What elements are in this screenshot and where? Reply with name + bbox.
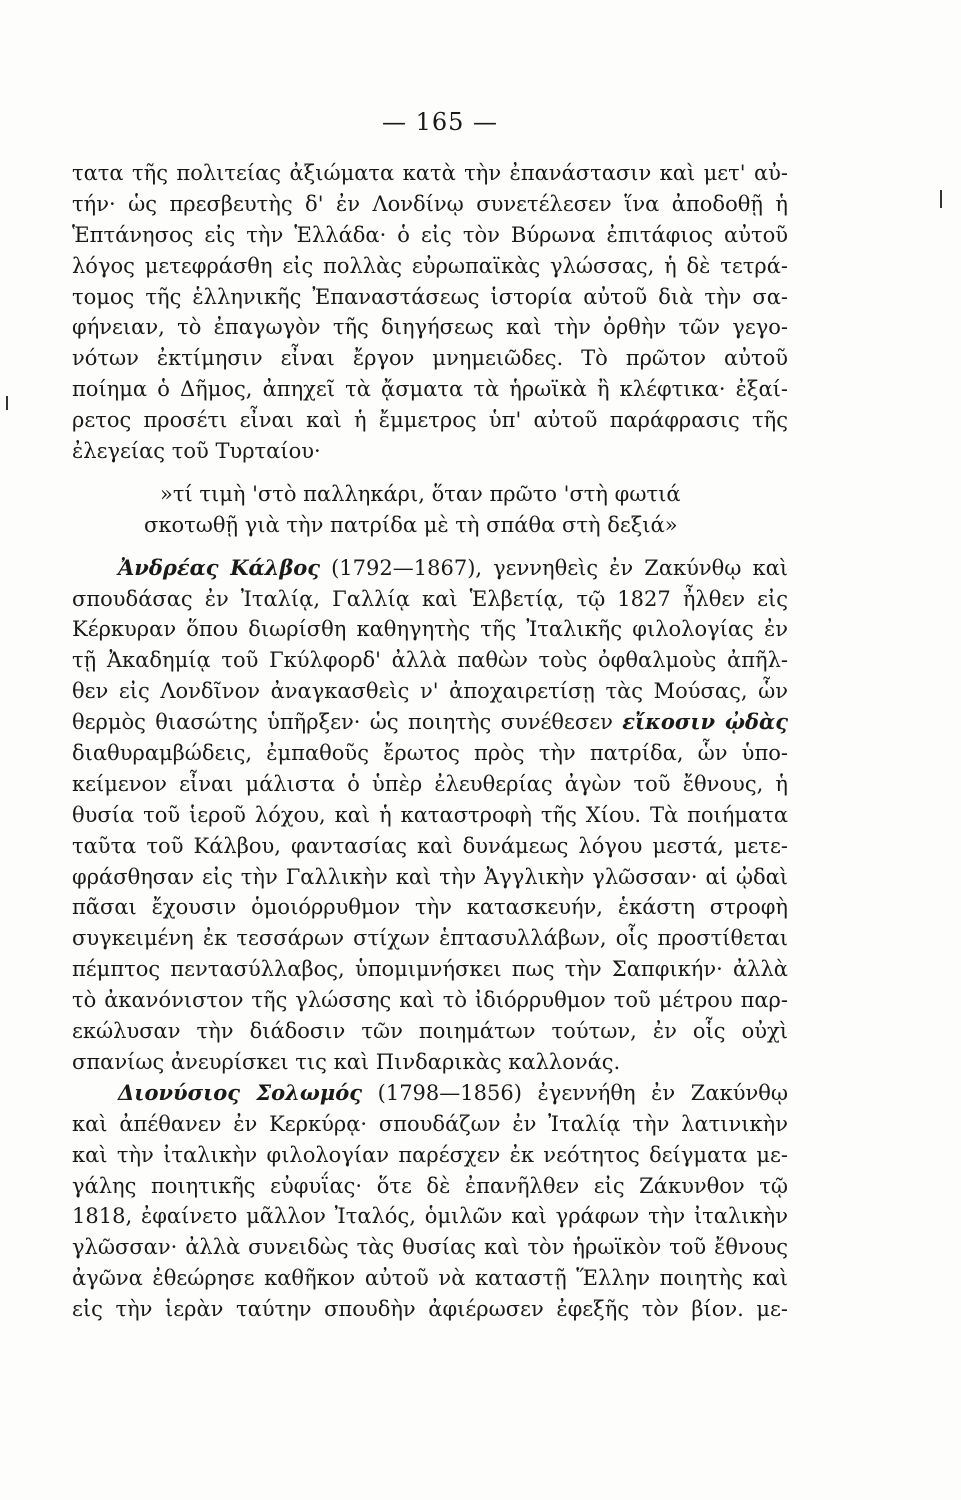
scan-mark [6,396,8,410]
verse-quote [72,479,788,541]
text-line: θεν εἰς Λονδῖνον ἀναγκασθεὶς ν' ἀποχαιρετίσῃ τὰς Μούσας, ὧν [72,679,788,704]
author-name-kalvos: Ἀνδρέας Κάλβος [118,554,321,580]
text-line [72,1078,788,1109]
paragraph-kalvos [72,553,788,1078]
text-line: φράσθησαν εἰς τὴν Γαλλικὴν καὶ τὴν Ἀγγλικὴν γλῶσσαν· αἱ ᾠδαὶ [72,864,788,889]
text-line: τατα τῆς πολιτείας ἀξιώματα κατὰ τὴν ἐπανάστασιν καὶ μετ' αὐ- [72,161,788,185]
text-line: θυσία τοῦ ἱεροῦ λόχου, καὶ ἡ καταστροφὴ τῆς Χίου. Τὰ ποιήματα [72,802,788,827]
text-line: φήνειαν, τὸ ἐπαγωγὸν τῆς διηγήσεως καὶ τὴν ὀρθὴν τῶν γεγο- [72,315,788,340]
text-line: νότων ἐκτίμησιν εἶναι ἔργον μνημειῶδες. Τὸ πρῶτον αὐτοῦ [72,346,788,371]
verse-line: »τί τιμὴ 'στὸ παλληκάρι, ὅταν πρῶτο 'στὴ φωτιά [160,481,681,506]
text-line: διαθυραμβώδεις, ἐμπαθοῦς ἔρωτος πρὸς τὴν πατρίδα, ὧν ὑπο- [72,741,788,766]
paragraph-1 [72,158,788,467]
text-line: τῇ Ἀκαδημίᾳ τοῦ Γκύλφορδ' ἀλλὰ παθὼν τοὺς ὀφθαλμοὺς ἀπῆλ- [72,648,788,673]
text-line: γάλης ποιητικῆς εὐφυΐας· ὅτε δὲ ἐπανῆλθεν εἰς Ζάκυνθον τῷ [72,1173,788,1198]
text-segment: θερμὸς θιασώτης ὑπῆρξεν· ὡς ποιητὴς συνέθεσεν [72,710,623,735]
verse-line: σκοτωθῇ γιὰ τὴν πατρίδα μὲ τὴ σπάθα στὴ δεξιά» [144,512,678,537]
text-line: Κέρκυραν ὅπου διωρίσθη καθηγητὴς τῆς Ἰταλικῆς φιλολογίας ἐν [72,617,788,642]
text-line: καὶ τὴν ἰταλικὴν φιλολογίαν παρέσχεν ἐκ νεότητος δείγματα με- [72,1142,788,1167]
text-line: τομος τῆς ἑλληνικῆς Ἐπαναστάσεως ἱστορία αὐτοῦ διὰ τὴν σα- [72,284,788,309]
text-line: σπουδάσας ἐν Ἰταλίᾳ, Γαλλίᾳ καὶ Ἑλβετίᾳ, τῷ 1827 ἦλθεν εἰς [72,586,788,611]
paragraph-solomos [72,1078,788,1325]
author-name-solomos: Διονύσιος Σολωμός [118,1079,363,1105]
text-line: τὸ ἀκανόνιστον τῆς γλώσσης καὶ τὸ ἰδιόρρυθμον τοῦ μέτρου παρ- [72,988,788,1013]
text-segment: (1798—1856) ἐγεννήθη ἐν Ζακύνθῳ [362,1080,788,1105]
text-line: σπανίως ἀνευρίσκει τις καὶ Πινδαρικὰς καλλονάς. [72,1049,621,1074]
text-line: ποίημα ὁ Δῆμος, ἀπηχεῖ τὰ ᾄσματα τὰ ἡρωϊκὰ ἢ κλέφτικα· ἐξαί- [72,377,788,402]
text-line: συγκειμένη ἐκ τεσσάρων στίχων ἑπτασυλλάβων, οἷς προστίθεται [72,926,788,951]
text-line: πᾶσαι ἔχουσιν ὁμοιόρρυθμον τὴν κατασκευήν, ἑκάστη στροφὴ [72,895,788,920]
text-line: τήν· ὡς πρεσβευτὴς δ' ἐν Λονδίνῳ συνετέλεσεν ἵνα ἀποδοθῇ ἡ [72,191,788,216]
page-number: — 165 — [381,108,499,136]
text-segment: (1792—1867), γεννηθεὶς ἐν Ζακύνθῳ καὶ [320,555,788,580]
text-line: λόγος μετεφράσθη εἰς πολλὰς εὐρωπαϊκὰς γλώσσας, ἡ δὲ τετρά- [72,253,788,278]
text-line: κείμενον εἶναι μάλιστα ὁ ὑπὲρ ἐλευθερίας ἀγὼν τοῦ ἔθνους, ἡ [72,771,788,796]
text-line [72,553,788,584]
text-line: ἀγῶνα ἐθεώρησε καθῆκον αὐτοῦ νὰ καταστῇ Ἕλλην ποιητὴς καὶ [72,1266,788,1291]
text-line: ἐλεγείας τοῦ Τυρταίου· [72,439,321,464]
scan-mark [940,190,942,208]
text-line: εἰς τὴν ἱερὰν ταύτην σπουδὴν ἀφιέρωσεν ἐφεξῆς τὸν βίον. με- [72,1297,788,1322]
text-line: καὶ ἀπέθανεν ἐν Κερκύρᾳ· σπουδάζων ἐν Ἰταλίᾳ τὴν λατινικὴν [72,1111,788,1136]
text-line [72,707,788,738]
text-line: γλῶσσαν· ἀλλὰ συνειδὼς τὰς θυσίας καὶ τὸν ἡρωϊκὸν τοῦ ἔθνους [72,1235,788,1260]
text-line: πέμπτος πεντασύλλαβος, ὑπομιμνήσκει πως τὴν Σαπφικήν· ἀλλὰ [72,957,788,982]
text-line: ταῦτα τοῦ Κάλβου, φαντασίας καὶ δυνάμεως λόγου μεστά, μετε- [72,833,788,858]
text-line: Ἑπτάνησος εἰς τὴν Ἑλλάδα· ὁ εἰς τὸν Βύρωνα ἐπιτάφιος αὐτοῦ [72,222,788,247]
text-line: εκώλυσαν τὴν διάδοσιν τῶν ποιημάτων τούτων, ἐν οἷς οὐχὶ [72,1019,788,1044]
work-title: εἴκοσιν ᾠδὰς [622,709,789,735]
text-line: 1818, ἐφαίνετο μᾶλλον Ἰταλός, ὁμιλῶν καὶ γράφων τὴν ἰταλικὴν [72,1204,788,1229]
body-text [72,158,788,1325]
text-line: ρετος προσέτι εἶναι καὶ ἡ ἔμμετρος ὑπ' αὐτοῦ παράφρασις τῆς [72,408,788,433]
